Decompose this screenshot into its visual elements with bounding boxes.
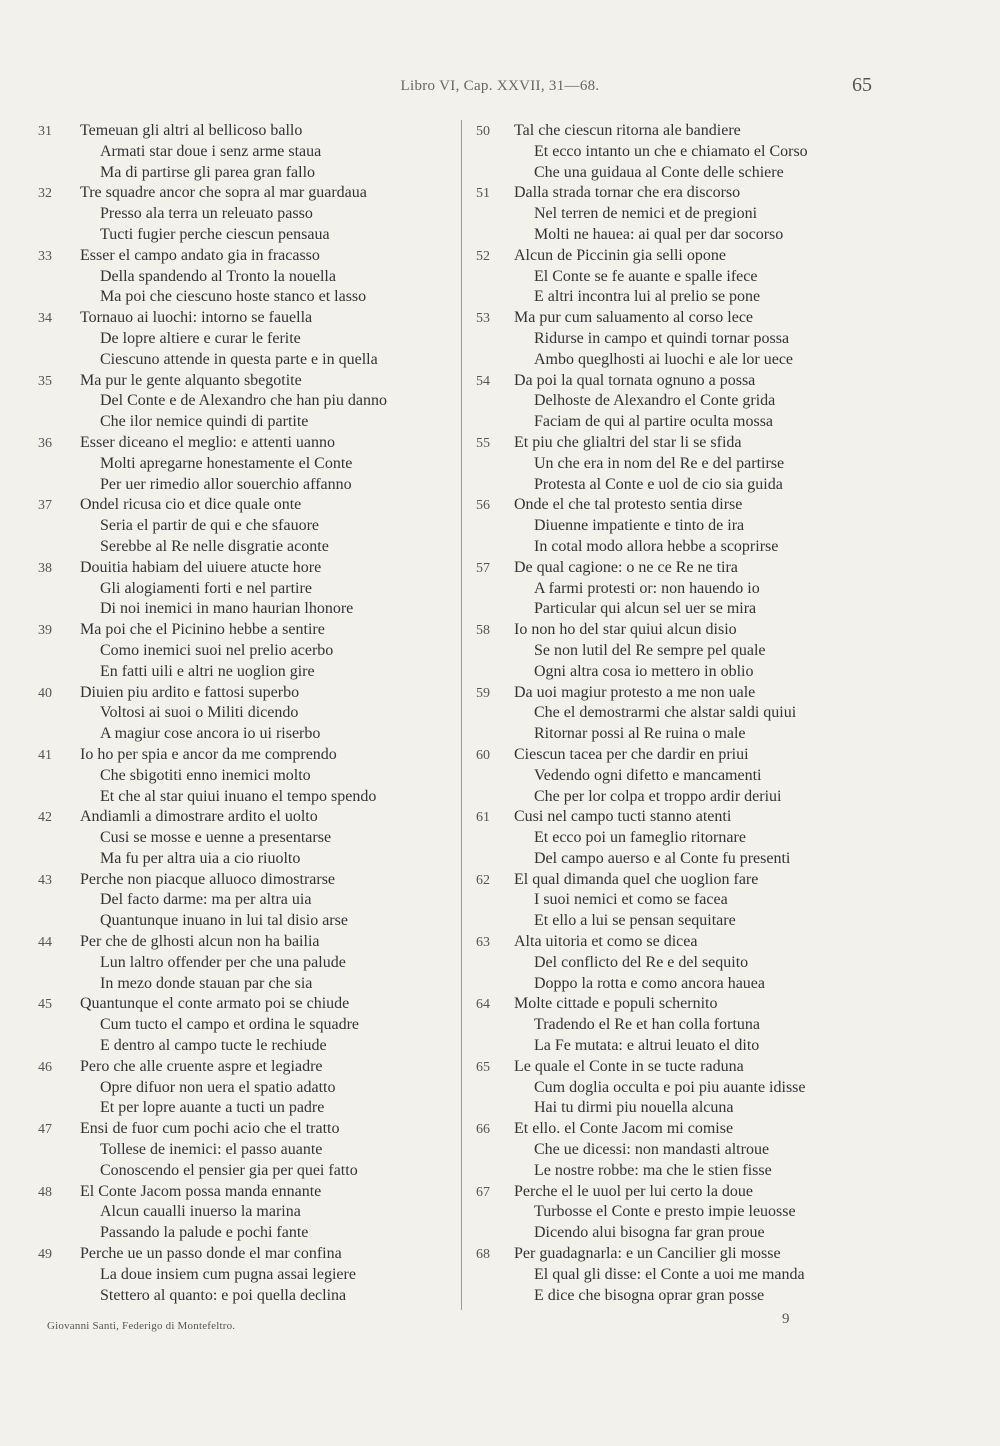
verse-line: In mezo donde stauan par che sia [100, 974, 313, 992]
verse-line: Faciam de qui al partire oculta mossa [534, 413, 774, 431]
verse-line: Ritornar possi al Re ruina o male [534, 725, 746, 743]
stanza-number: 47 [38, 1122, 52, 1138]
verse-line: Presso ala terra un releuato passo [100, 205, 313, 223]
stanza-number: 31 [38, 124, 52, 139]
verse-line: Diuien piu ardito e fattosi superbo [80, 683, 300, 701]
stanza [466, 1119, 986, 1181]
verse-line: Le quale el Conte in se tucte raduna [514, 1057, 744, 1075]
stanza [466, 807, 986, 869]
verse-line: Del Conte e de Alexandro che han piu danno [100, 392, 388, 410]
footer-credit: Giovanni Santi, Federigo di Montefeltro. [47, 1320, 236, 1332]
verse-line: Ma fu per altra uia a cio riuolto [100, 849, 301, 867]
stanza [466, 683, 986, 745]
verse-line: A magiur cose ancora io ui riserbo [100, 725, 321, 743]
verse-line: Del facto darme: ma per altra uia [100, 891, 312, 909]
stanza-number: 50 [476, 124, 490, 139]
stanza-number: 39 [38, 623, 52, 639]
verse-line: Cum tucto el campo et ordina le squadre [100, 1016, 360, 1034]
verse-line: Alcun de Piccinin gia selli opone [514, 246, 726, 264]
stanza [0, 308, 460, 370]
stanza [466, 495, 986, 557]
stanza [0, 870, 460, 932]
stanza-number: 61 [476, 810, 490, 826]
verse-line: Ma di partirse gli parea gran fallo [100, 163, 316, 181]
stanza-number: 52 [476, 248, 490, 264]
stanza-number: 33 [38, 248, 52, 264]
stanza-number: 59 [476, 685, 490, 701]
verse-line: Che ilor nemice quindi di partite [100, 413, 309, 431]
stanza-number: 66 [476, 1122, 490, 1138]
verse-line: Ma pur le gente alquanto sbegotite [80, 371, 302, 389]
stanza-number: 56 [476, 498, 490, 514]
verse-line: Et ecco intanto un che e chiamato el Corso [534, 142, 808, 160]
verse-line: En fatti uili e altri ne uoglion gire [100, 662, 315, 680]
stanza [466, 558, 986, 620]
stanza [0, 121, 460, 183]
verse-line: Tradendo el Re et han colla fortuna [534, 1016, 761, 1034]
verse-line: Protesta al Conte e uol de cio sia guida [534, 475, 783, 493]
stanza [466, 1182, 986, 1244]
verse-line: Ondel ricusa cio et dice quale onte [80, 496, 302, 514]
verse-line: Un che era in nom del Re e del partirse [534, 454, 785, 472]
verse-line: Seria el partir de qui e che sfauore [100, 517, 320, 535]
stanza-number: 63 [476, 935, 490, 951]
verse-line: Ma poi che ciescuno hoste stanco et lasso [100, 288, 367, 306]
stanza [0, 1244, 460, 1306]
verse-line: Dalla strada tornar che era discorso [514, 184, 741, 202]
stanza [466, 371, 986, 433]
stanza-number: 40 [38, 685, 52, 701]
verse-line: Tornauo ai luochi: intorno se fauella [80, 309, 313, 327]
running-title: Libro VI, Cap. XXVII, 31—68. [400, 78, 600, 94]
verse-line: Esser diceano el meglio: e attenti uanno [80, 433, 336, 451]
verse-line: Perche ue un passo donde el mar confina [80, 1245, 342, 1263]
verse-line: Ambo queglhosti ai luochi e ale lor uece [534, 350, 794, 368]
stanza-number: 35 [38, 373, 52, 389]
verse-line: Della spandendo al Tronto la nouella [100, 267, 336, 285]
stanza [466, 994, 986, 1056]
verse-line: Perche el le uuol per lui certo la doue [514, 1182, 754, 1200]
verse-line: Alta uitoria et como se dicea [514, 933, 698, 951]
verse-line: Ciescun tacea per che dardir en priui [514, 745, 749, 763]
stanza [0, 183, 460, 245]
verse-line: Tollese de inemici: el passo auante [100, 1141, 323, 1159]
verse-line: Lun laltro offender per che una palude [100, 953, 346, 971]
verse-line: Hai tu dirmi piu nouella alcuna [534, 1099, 734, 1117]
verse-line: Stettero al quanto: e poi quella declina [100, 1286, 347, 1304]
verse-line: Di noi inemici in mano haurian lhonore [100, 600, 354, 618]
verse-line: Io non ho del star quiui alcun disio [514, 621, 737, 639]
verse-line: Molti ne hauea: ai qual per dar socorso [534, 225, 784, 243]
stanza-number: 37 [38, 498, 52, 514]
verse-line: Delhoste de Alexandro el Conte grida [534, 392, 776, 410]
verse-line: E dice che bisogna oprar gran posse [534, 1286, 765, 1304]
verse-line: E dentro al campo tucte le rechiude [100, 1037, 327, 1055]
verse-line: Da poi la qual tornata ognuno a possa [514, 371, 756, 389]
verse-line: Andiamli a dimostrare ardito el uolto [80, 808, 318, 826]
stanza [0, 745, 460, 807]
verse-line: De qual cagione: o ne ce Re ne tira [514, 558, 738, 576]
verse-line: Per guadagnarla: e un Cancilier gli mosse [514, 1245, 781, 1263]
stanza-number: 42 [38, 810, 52, 826]
verse-line: El qual dimanda quel che uoglion fare [514, 870, 759, 888]
stanza-number: 55 [476, 435, 490, 451]
stanza-number: 57 [476, 560, 490, 576]
verse-line: Io ho per spia e ancor da me comprendo [80, 745, 337, 763]
verse-line: Dicendo alui bisogna far gran proue [534, 1224, 765, 1242]
stanza-number: 60 [476, 747, 490, 763]
verse-line: Ensi de fuor cum pochi acio che el tratto [80, 1120, 340, 1138]
verse-line: Et ecco poi un fameglio ritornare [534, 829, 746, 847]
stanza-number: 65 [476, 1059, 490, 1075]
verse-line: La Fe mutata: e altrui leuato el dito [534, 1037, 760, 1055]
stanza-number: 46 [38, 1059, 52, 1075]
stanza [466, 433, 986, 495]
stanza-number: 62 [476, 872, 490, 888]
verse-line: Pero che alle cruente aspre et legiadre [80, 1057, 323, 1075]
page-number: 65 [852, 74, 872, 96]
verse-line: Tre squadre ancor che sopra al mar guardaua [80, 184, 367, 202]
stanza [0, 932, 460, 994]
verse-line: Ma pur cum saluamento al corso lece [514, 309, 754, 327]
verse-line: E altri incontra lui al prelio se pone [534, 288, 761, 306]
verse-line: Passando la palude e pochi fante [100, 1224, 309, 1242]
verse-line: Che el demostrarmi che alstar saldi quiui [534, 704, 797, 722]
stanza [0, 433, 460, 495]
stanza [0, 495, 460, 557]
stanza [466, 308, 986, 370]
stanza [0, 683, 460, 745]
verse-line: I suoi nemici et como se facea [534, 891, 728, 909]
verse-line: De lopre altiere e curar le ferite [100, 329, 301, 347]
stanza [466, 620, 986, 682]
verse-line: Turbosse el Conte e presto impie leuosse [534, 1203, 796, 1221]
verse-line: Nel terren de nemici et de pregioni [534, 205, 758, 223]
stanza [466, 1244, 986, 1306]
verse-line: Per uer rimedio allor souerchio affanno [100, 475, 352, 493]
verse-line: Del campo auerso e al Conte fu presenti [534, 849, 791, 867]
verse-line: Cusi nel campo tucti stanno atenti [514, 808, 732, 826]
stanza-number: 38 [38, 560, 52, 576]
verse-line: Et ello a lui se pensan sequitare [534, 912, 736, 930]
verse-line: Opre difuor non uera el spatio adatto [100, 1078, 336, 1096]
verse-line: Che sbigotiti enno inemici molto [100, 766, 311, 784]
stanza-number: 54 [476, 373, 490, 389]
verse-line: Che per lor colpa et troppo ardir deriui [534, 787, 782, 805]
stanza [0, 994, 460, 1056]
stanza-number: 64 [476, 997, 490, 1013]
verse-line: Gli alogiamenti forti e nel partire [100, 579, 312, 597]
verse-line: Quantunque el conte armato poi se chiude [80, 995, 350, 1013]
verse-line: Particular qui alcun sel uer se mira [534, 600, 757, 618]
verse-line: Se non lutil del Re sempre pel quale [534, 641, 766, 659]
stanza [0, 620, 460, 682]
verse-line: Voltosi ai suoi o Militi dicendo [100, 704, 299, 722]
stanza [0, 1182, 460, 1244]
verse-line: Et piu che glialtri del star li se sfida [514, 433, 742, 451]
verse-line: Tal che ciescun ritorna ale bandiere [514, 122, 741, 139]
stanza-number: 44 [38, 935, 52, 951]
column-divider [461, 120, 462, 1310]
verse-line: In cotal modo allora hebbe a scoprirse [534, 537, 779, 555]
stanza-number: 32 [38, 186, 52, 202]
verse-line: Et ello. el Conte Jacom mi comise [514, 1120, 734, 1138]
stanza [466, 1057, 986, 1119]
stanza [0, 807, 460, 869]
verse-line: Diuenne impatiente e tinto de ira [534, 517, 745, 535]
stanza-number: 36 [38, 435, 52, 451]
verse-line: El qual gli disse: el Conte a uoi me manda [534, 1265, 805, 1283]
stanza [0, 1119, 460, 1181]
verse-line: Che una guidaua al Conte delle schiere [534, 163, 784, 181]
verse-line: Esser el campo andato gia in fracasso [80, 246, 320, 264]
verse-line: Molte cittade e populi schernito [514, 995, 718, 1013]
left-column [0, 121, 460, 1306]
verse-line: Vedendo ogni difetto e mancamenti [534, 766, 762, 784]
verse-line: Da uoi magiur protesto a me non uale [514, 683, 756, 701]
verse-line: El Conte se fe auante e spalle ifece [534, 267, 758, 285]
stanza-number: 48 [38, 1184, 52, 1200]
verse-line: Et per lopre auante a tucti un padre [100, 1099, 325, 1117]
verse-line: Alcun caualli inuerso la marina [100, 1203, 301, 1221]
stanza-number: 43 [38, 872, 52, 888]
stanza-number: 34 [38, 311, 52, 327]
verse-line: Et che al star quiui inuano el tempo spendo [100, 787, 377, 805]
stanza-number: 58 [476, 623, 490, 639]
stanza [466, 246, 986, 308]
stanza-number: 51 [476, 186, 490, 202]
verse-line: Serebbe al Re nelle disgratie aconte [100, 537, 329, 555]
stanza [0, 246, 460, 308]
stanza [466, 932, 986, 994]
verse-line: Onde el che tal protesto sentia dirse [514, 496, 743, 514]
stanza [466, 870, 986, 932]
stanza [0, 1057, 460, 1119]
verse-line: Che ue dicessi: non mandasti altroue [534, 1141, 770, 1159]
verse-line: Conoscendo el pensier gia per quei fatto [100, 1161, 358, 1179]
verse-line: Ciescuno attende in questa parte e in quella [100, 350, 378, 368]
stanza-number: 49 [38, 1247, 52, 1263]
stanza [466, 183, 986, 245]
verse-line: Doppo la rotta e como ancora hauea [534, 974, 766, 992]
verse-line: Le nostre robbe: ma che le stien fisse [534, 1161, 772, 1179]
stanza-number: 41 [38, 747, 52, 763]
signature-mark: 9 [782, 1311, 790, 1327]
verse-line: Molti apregarne honestamente el Conte [100, 454, 353, 472]
verse-line: Perche non piacque alluoco dimostrarse [80, 870, 336, 888]
verse-line: A farmi protesti or: non hauendo io [534, 579, 760, 597]
verse-line: Per che de glhosti alcun non ha bailia [80, 933, 320, 951]
stanza-number: 53 [476, 311, 490, 327]
right-column [466, 121, 986, 1306]
stanza-number: 45 [38, 997, 52, 1013]
stanza [0, 558, 460, 620]
stanza [0, 371, 460, 433]
stanza [466, 121, 986, 183]
verse-line: Ridurse in campo et quindi tornar possa [534, 329, 790, 347]
verse-line: Ogni altra cosa io mettero in oblio [534, 662, 754, 680]
verse-line: Temeuan gli altri al bellicoso ballo [80, 122, 303, 139]
stanza [466, 745, 986, 807]
verse-line: Quantunque inuano in lui tal disio arse [100, 912, 348, 930]
verse-line: El Conte Jacom possa manda ennante [80, 1182, 322, 1200]
verse-line: Cum doglia occulta e poi piu auante idisse [534, 1078, 806, 1096]
verse-line: Como inemici suoi nel prelio acerbo [100, 641, 334, 659]
verse-line: La doue insiem cum pugna assai legiere [100, 1265, 356, 1283]
verse-line: Ma poi che el Picinino hebbe a sentire [80, 621, 325, 639]
verse-line: Cusi se mosse e uenne a presentarse [100, 829, 332, 847]
verse-line: Del conflicto del Re e del sequito [534, 953, 749, 971]
stanza-number: 68 [476, 1247, 490, 1263]
verse-line: Douitia habiam del uiuere atucte hore [80, 558, 322, 576]
verse-line: Armati star doue i senz arme staua [100, 142, 322, 160]
verse-line: Tucti fugier perche ciescun pensaua [100, 225, 330, 243]
stanza-number: 67 [476, 1184, 490, 1200]
